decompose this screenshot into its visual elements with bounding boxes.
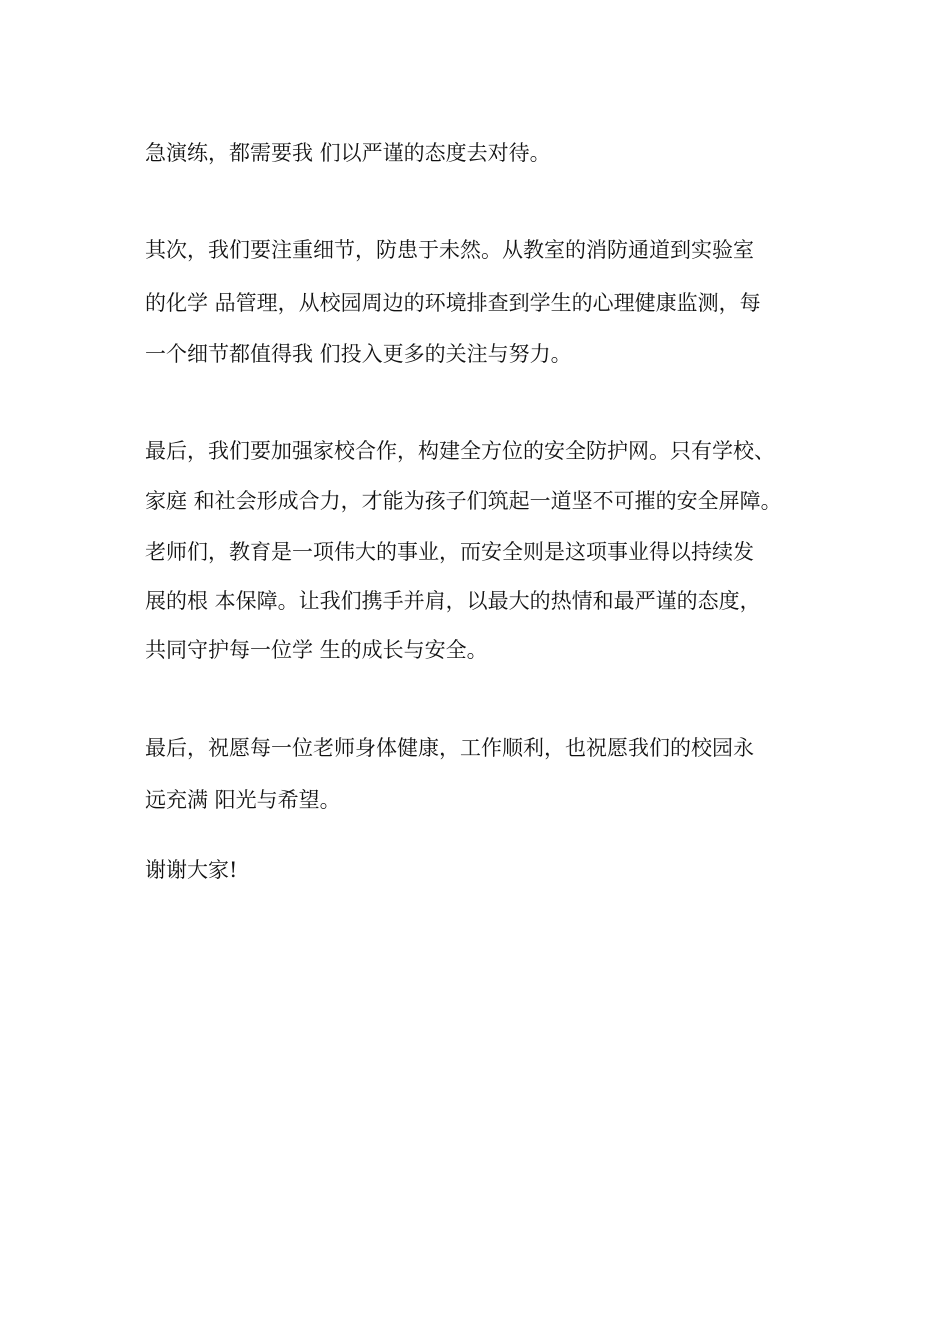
paragraph-3-line-1: 最后，我们要加强家校合作，构建全方位的安全防护网。只有学校、 xyxy=(145,439,775,463)
paragraph-2-line-1: 其次，我们要注重细节，防患于未然。从教室的消防通道到实验室 xyxy=(145,238,754,262)
paragraph-3-line-3: 老师们，教育是一项伟大的事业，而安全则是这项事业得以持续发 xyxy=(145,540,754,564)
paragraph-1-line-1: 急演练，都需要我 们以严谨的态度去对待。 xyxy=(145,141,551,165)
closing-line: 谢谢大家! xyxy=(145,858,238,882)
paragraph-3-line-4: 展的根 本保障。让我们携手并肩，以最大的热情和最严谨的态度， xyxy=(145,589,761,613)
paragraph-4-line-1: 最后，祝愿每一位老师身体健康，工作顺利，也祝愿我们的校园永 xyxy=(145,736,754,760)
paragraph-2-line-2: 的化学 品管理，从校园周边的环境排查到学生的心理健康监测，每 xyxy=(145,291,761,315)
paragraph-3-line-2: 家庭 和社会形成合力，才能为孩子们筑起一道坚不可摧的安全屏障。 xyxy=(145,489,782,513)
paragraph-2-line-3: 一个细节都值得我 们投入更多的关注与努力。 xyxy=(145,342,572,366)
paragraph-3-line-5: 共同守护每一位学 生的成长与安全。 xyxy=(145,638,488,662)
paragraph-4-line-2: 远充满 阳光与希望。 xyxy=(145,788,341,812)
